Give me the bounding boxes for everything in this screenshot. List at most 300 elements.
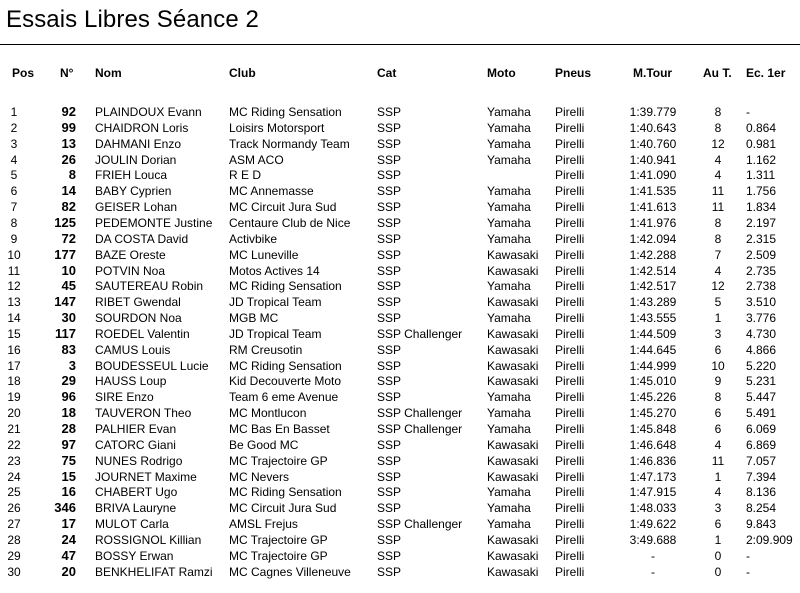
cell-pneus: Pirelli [555, 200, 585, 215]
cell-tour: 1:47.915 [629, 485, 677, 500]
cell-club: MC Trajectoire GP [229, 453, 328, 468]
cell-cat: SSP Challenger [377, 517, 463, 532]
table-row [0, 516, 800, 532]
cell-ec: 2.197 [746, 215, 777, 230]
cell-club: MC Cagnes Villeneuve [229, 564, 351, 579]
cell-num: 20 [61, 563, 76, 579]
cell-aut: 8 [714, 120, 722, 135]
cell-tour: 3:49.688 [629, 532, 677, 547]
cell-ec: 4.866 [746, 342, 777, 357]
cell-ec: 0.981 [746, 136, 777, 151]
cell-num: 30 [61, 310, 76, 326]
cell-num: 83 [61, 341, 76, 357]
cell-pos: 14 [7, 311, 21, 326]
cell-nom: SIRE Enzo [95, 390, 154, 405]
cell-pos: 27 [7, 517, 21, 532]
cell-tour: 1:41.090 [629, 168, 677, 183]
header-moto: Moto [487, 66, 516, 80]
cell-ec: 9.843 [746, 517, 777, 532]
cell-club: MC Luneville [229, 247, 299, 262]
header-pneus: Pneus [555, 66, 592, 80]
cell-ec: 3.510 [746, 295, 777, 310]
cell-ec: 2.315 [746, 231, 777, 246]
cell-num: 97 [61, 436, 76, 452]
table-row [0, 453, 800, 469]
cell-moto: Kawasaki [487, 532, 539, 547]
cell-pos: 1 [10, 105, 18, 119]
cell-aut: 8 [714, 390, 722, 405]
cell-cat: SSP [377, 215, 402, 230]
cell-ec: 2.738 [746, 279, 777, 294]
cell-tour: - [651, 548, 655, 563]
cell-moto: Kawasaki [487, 342, 539, 357]
cell-pneus: Pirelli [555, 295, 585, 310]
table-row [0, 136, 800, 152]
cell-pos: 10 [7, 247, 21, 262]
header-pos: Pos [12, 66, 35, 80]
cell-tour: 1:46.836 [629, 453, 677, 468]
cell-moto: Yamaha [487, 231, 531, 246]
table-row [0, 421, 800, 437]
cell-pos: 16 [7, 342, 21, 357]
cell-num: 96 [61, 389, 76, 405]
cell-club: Track Normandy Team [229, 136, 350, 151]
cell-moto: Yamaha [487, 215, 531, 230]
cell-tour: 1:41.976 [629, 215, 677, 230]
cell-pneus: Pirelli [555, 437, 585, 452]
cell-club: MC Riding Sensation [229, 358, 342, 373]
cell-moto: Yamaha [487, 422, 531, 436]
table-row [0, 104, 800, 120]
cell-pos: 23 [7, 453, 21, 468]
table-row [0, 199, 800, 215]
cell-tour: 1:43.555 [629, 311, 677, 326]
cell-pos: 21 [7, 422, 21, 436]
cell-aut: 11 [711, 200, 725, 215]
cell-num: 92 [61, 104, 76, 119]
table-row [0, 500, 800, 516]
cell-ec: 8.136 [746, 485, 777, 500]
cell-pneus: Pirelli [555, 485, 585, 500]
table-row [0, 564, 800, 580]
cell-ec: 7.394 [746, 469, 777, 484]
cell-pneus: Pirelli [555, 263, 585, 278]
cell-tour: 1:42.288 [629, 247, 677, 262]
cell-aut: 3 [714, 326, 722, 341]
cell-nom: BOUDESSEUL Lucie [95, 358, 209, 373]
cell-club: MC Bas En Basset [229, 422, 330, 436]
cell-tour: 1:40.760 [629, 136, 677, 151]
cell-club: MC Riding Sensation [229, 279, 342, 294]
cell-ec: 8.254 [746, 501, 777, 516]
table-row [0, 247, 800, 263]
cell-ec: 5.491 [746, 406, 777, 421]
header-tour: M.Tour [633, 66, 673, 80]
header-club: Club [229, 66, 256, 80]
table-row [0, 120, 800, 136]
cell-club: Loisirs Motorsport [229, 120, 325, 135]
cell-num: 24 [61, 531, 76, 547]
cell-cat: SSP [377, 200, 402, 215]
cell-moto: Yamaha [487, 406, 531, 421]
cell-nom: DAHMANI Enzo [95, 136, 182, 151]
cell-tour: 1:45.848 [629, 422, 677, 436]
cell-num: 26 [61, 151, 76, 167]
cell-cat: SSP [377, 469, 402, 484]
cell-tour: 1:43.289 [629, 295, 677, 310]
cell-club: MC Trajectoire GP [229, 548, 328, 563]
cell-pos: 19 [7, 390, 21, 405]
cell-pos: 15 [7, 326, 21, 341]
cell-aut: 4 [714, 168, 722, 183]
cell-cat: SSP [377, 548, 402, 563]
cell-pos: 17 [7, 358, 21, 373]
cell-club: R E D [229, 168, 262, 183]
cell-tour: 1:49.622 [629, 517, 677, 532]
cell-nom: ROSSIGNOL Killian [95, 532, 202, 547]
cell-num: 117 [55, 325, 76, 341]
cell-cat: SSP [377, 358, 402, 373]
table-row [0, 278, 800, 294]
cell-pos: 6 [10, 184, 18, 199]
cell-nom: SOURDON Noa [95, 311, 182, 326]
cell-cat: SSP [377, 152, 402, 167]
cell-pneus: Pirelli [555, 215, 585, 230]
cell-aut: 1 [714, 311, 722, 326]
cell-pos: 26 [7, 501, 21, 516]
cell-nom: DA COSTA David [95, 231, 189, 246]
cell-num: 13 [61, 135, 76, 151]
cell-pos: 22 [7, 437, 21, 452]
cell-aut: 6 [714, 406, 722, 421]
cell-aut: 0 [714, 564, 722, 579]
cell-moto: Kawasaki [487, 437, 539, 452]
cell-ec: 2:09.909 [746, 532, 793, 547]
cell-club: MC Nevers [229, 469, 290, 484]
cell-pos: 25 [7, 485, 21, 500]
cell-pneus: Pirelli [555, 152, 585, 167]
cell-moto: Kawasaki [487, 564, 539, 579]
cell-moto: Yamaha [487, 136, 531, 151]
cell-pos: 12 [7, 279, 21, 294]
cell-moto: Kawasaki [487, 263, 539, 278]
cell-pneus: Pirelli [555, 279, 585, 294]
page-title: Essais Libres Séance 2 [6, 6, 260, 33]
cell-aut: 1 [714, 532, 722, 547]
cell-ec: 1.311 [746, 168, 776, 183]
cell-nom: MULOT Carla [95, 517, 169, 532]
cell-pneus: Pirelli [555, 374, 585, 389]
cell-aut: 7 [714, 247, 722, 262]
cell-pos: 29 [7, 548, 21, 563]
cell-moto: Kawasaki [487, 548, 539, 563]
cell-moto: Kawasaki [487, 295, 539, 310]
table-row [0, 373, 800, 389]
cell-nom: PALHIER Evan [95, 422, 177, 436]
cell-cat: SSP [377, 501, 402, 516]
cell-ec: 1.162 [746, 152, 777, 167]
cell-pneus: Pirelli [555, 453, 585, 468]
cell-pneus: Pirelli [555, 231, 585, 246]
cell-nom: HAUSS Loup [95, 374, 167, 389]
cell-cat: SSP [377, 136, 402, 151]
cell-ec: 5.231 [746, 374, 777, 389]
cell-nom: NUNES Rodrigo [95, 453, 183, 468]
table-row [0, 215, 800, 231]
cell-club: Team 6 eme Avenue [229, 390, 339, 405]
cell-cat: SSP [377, 263, 402, 278]
cell-club: AMSL Frejus [229, 517, 298, 532]
cell-pos: 28 [7, 532, 21, 547]
cell-tour: 1:41.613 [629, 200, 677, 215]
table-row [0, 183, 800, 199]
cell-nom: GEISER Lohan [95, 200, 178, 215]
cell-nom: TAUVERON Theo [95, 406, 192, 421]
cell-moto: Kawasaki [487, 326, 539, 341]
cell-club: MC Trajectoire GP [229, 532, 328, 547]
cell-club: RM Creusotin [229, 342, 303, 357]
cell-moto: Yamaha [487, 279, 531, 294]
header-ec: Ec. 1er [746, 66, 786, 80]
cell-moto: Yamaha [487, 485, 531, 500]
cell-num: 47 [61, 547, 76, 563]
cell-cat: SSP [377, 564, 402, 579]
cell-ec: 7.057 [746, 453, 777, 468]
cell-nom: CHAIDRON Loris [95, 120, 189, 135]
cell-nom: CHABERT Ugo [95, 485, 178, 500]
cell-ec: - [746, 548, 750, 563]
cell-aut: 12 [711, 279, 725, 294]
cell-nom: POTVIN Noa [95, 263, 166, 278]
cell-nom: BABY Cyprien [95, 184, 172, 199]
table-row [0, 167, 800, 183]
cell-num: 72 [61, 230, 76, 246]
cell-ec: 2.509 [746, 247, 777, 262]
cell-ec: 2.735 [746, 263, 777, 278]
cell-pos: 9 [10, 231, 18, 246]
cell-pneus: Pirelli [555, 501, 585, 516]
cell-pos: 3 [10, 136, 18, 151]
cell-moto: Yamaha [487, 390, 531, 405]
cell-aut: 9 [714, 374, 722, 389]
cell-aut: 12 [711, 136, 725, 151]
cell-pneus: Pirelli [555, 311, 585, 326]
cell-aut: 11 [711, 184, 725, 199]
title-divider [0, 44, 800, 45]
header-aut: Au T. [703, 66, 732, 80]
table-row [0, 469, 800, 485]
table-row [0, 231, 800, 247]
cell-nom: FRIEH Louca [95, 168, 168, 183]
cell-pos: 7 [10, 200, 18, 215]
cell-pneus: Pirelli [555, 184, 585, 199]
cell-cat: SSP Challenger [377, 422, 463, 436]
cell-aut: 6 [714, 342, 722, 357]
table-row [0, 405, 800, 421]
cell-pneus: Pirelli [555, 247, 585, 262]
cell-num: 18 [61, 405, 76, 421]
cell-pneus: Pirelli [555, 105, 585, 119]
cell-tour: 1:40.941 [629, 152, 677, 167]
table-row [0, 532, 800, 548]
cell-ec: 3.776 [746, 311, 777, 326]
cell-ec: 6.869 [746, 437, 777, 452]
cell-pos: 11 [7, 263, 21, 278]
cell-nom: BAZE Oreste [95, 247, 166, 262]
cell-tour: 1:40.643 [629, 120, 677, 135]
cell-tour: 1:44.645 [629, 342, 677, 357]
cell-club: Motos Actives 14 [229, 263, 320, 278]
cell-tour: 1:45.270 [629, 406, 677, 421]
cell-cat: SSP Challenger [377, 326, 463, 341]
cell-club: MGB MC [229, 311, 279, 326]
cell-cat: SSP [377, 390, 402, 405]
cell-pneus: Pirelli [555, 326, 585, 341]
cell-ec: 6.069 [746, 422, 777, 436]
table-row [0, 294, 800, 310]
cell-pos: 30 [7, 564, 21, 579]
cell-pneus: Pirelli [555, 532, 585, 547]
cell-cat: SSP [377, 532, 402, 547]
cell-moto: Yamaha [487, 517, 531, 532]
cell-tour: 1:45.226 [629, 390, 677, 405]
table-row [0, 310, 800, 326]
cell-pneus: Pirelli [555, 406, 585, 421]
cell-tour: 1:46.648 [629, 437, 677, 452]
cell-ec: 5.220 [746, 358, 777, 373]
cell-moto: Kawasaki [487, 374, 539, 389]
cell-ec: 4.730 [746, 326, 777, 341]
cell-nom: PEDEMONTE Justine [95, 215, 213, 230]
cell-num: 17 [61, 516, 76, 532]
cell-num: 16 [61, 484, 76, 500]
cell-club: MC Circuit Jura Sud [229, 200, 337, 215]
cell-num: 177 [54, 246, 76, 262]
cell-nom: BRIVA Lauryne [95, 501, 177, 516]
cell-cat: SSP [377, 279, 402, 294]
cell-club: Be Good MC [229, 437, 299, 452]
cell-tour: 1:39.779 [629, 105, 677, 119]
table-row [0, 358, 800, 374]
cell-pos: 13 [7, 295, 21, 310]
cell-aut: 10 [711, 358, 725, 373]
table-row [0, 326, 800, 342]
cell-pneus: Pirelli [555, 358, 585, 373]
cell-aut: 3 [714, 501, 722, 516]
cell-ec: 1.756 [746, 184, 777, 199]
cell-nom: JOULIN Dorian [95, 152, 177, 167]
table-row [0, 484, 800, 500]
cell-pneus: Pirelli [555, 120, 585, 135]
cell-cat: SSP [377, 311, 402, 326]
cell-club: JD Tropical Team [229, 295, 322, 310]
cell-aut: 5 [714, 295, 722, 310]
cell-pos: 4 [10, 152, 18, 167]
cell-cat: SSP [377, 105, 402, 119]
cell-club: Kid Decouverte Moto [229, 374, 342, 389]
cell-cat: SSP [377, 247, 402, 262]
table-row [0, 342, 800, 358]
cell-club: MC Montlucon [229, 406, 307, 421]
cell-nom: CAMUS Louis [95, 342, 171, 357]
cell-tour: 1:45.010 [629, 374, 677, 389]
cell-aut: 0 [714, 548, 722, 563]
cell-tour: - [651, 564, 655, 579]
header-nom: Nom [95, 66, 122, 80]
cell-pos: 18 [7, 374, 21, 389]
table-row [0, 152, 800, 168]
cell-moto: Yamaha [487, 200, 531, 215]
cell-num: 75 [61, 452, 76, 468]
cell-num: 3 [68, 357, 76, 373]
cell-aut: 8 [714, 215, 722, 230]
cell-pneus: Pirelli [555, 517, 585, 532]
cell-num: 346 [54, 500, 76, 516]
cell-club: JD Tropical Team [229, 326, 322, 341]
cell-cat: SSP Challenger [377, 406, 463, 421]
cell-ec: 5.447 [746, 390, 777, 405]
cell-moto: Yamaha [487, 152, 531, 167]
cell-num: 45 [61, 278, 76, 294]
cell-num: 15 [61, 468, 76, 484]
cell-cat: SSP [377, 120, 402, 135]
cell-nom: BENKHELIFAT Ramzi [95, 564, 213, 579]
cell-club: MC Riding Sensation [229, 105, 342, 119]
cell-moto: Yamaha [487, 120, 531, 135]
cell-aut: 4 [714, 437, 722, 452]
cell-nom: RIBET Gwendal [95, 295, 181, 310]
cell-pos: 20 [7, 406, 21, 421]
cell-aut: 8 [714, 105, 722, 119]
cell-tour: 1:48.033 [629, 501, 677, 516]
cell-tour: 1:44.999 [629, 358, 677, 373]
cell-pneus: Pirelli [555, 564, 585, 579]
cell-pos: 8 [10, 215, 18, 230]
cell-aut: 11 [711, 453, 725, 468]
cell-pos: 24 [7, 469, 21, 484]
cell-aut: 6 [714, 517, 722, 532]
cell-moto: Kawasaki [487, 358, 539, 373]
cell-aut: 6 [714, 422, 722, 436]
cell-cat: SSP [377, 453, 402, 468]
cell-ec: - [746, 564, 750, 579]
cell-club: MC Annemasse [229, 184, 314, 199]
cell-cat: SSP [377, 168, 402, 183]
cell-num: 28 [61, 421, 76, 436]
cell-num: 10 [61, 262, 76, 278]
cell-cat: SSP [377, 231, 402, 246]
cell-pneus: Pirelli [555, 136, 585, 151]
cell-club: Activbike [229, 231, 278, 246]
cell-cat: SSP [377, 374, 402, 389]
header-cat: Cat [377, 66, 397, 80]
cell-aut: 4 [714, 485, 722, 500]
cell-num: 14 [61, 183, 76, 199]
cell-moto: Yamaha [487, 501, 531, 516]
cell-tour: 1:47.173 [629, 469, 677, 484]
cell-club: MC Circuit Jura Sud [229, 501, 337, 516]
cell-nom: PLAINDOUX Evann [95, 105, 202, 119]
cell-pneus: Pirelli [555, 469, 585, 484]
cell-club: ASM ACO [229, 152, 284, 167]
cell-cat: SSP [377, 485, 402, 500]
cell-nom: CATORC Giani [95, 437, 176, 452]
cell-nom: ROEDEL Valentin [95, 326, 190, 341]
cell-num: 29 [61, 373, 76, 389]
cell-club: MC Riding Sensation [229, 485, 342, 500]
cell-club: Centaure Club de Nice [229, 215, 351, 230]
cell-nom: SAUTEREAU Robin [95, 279, 204, 294]
